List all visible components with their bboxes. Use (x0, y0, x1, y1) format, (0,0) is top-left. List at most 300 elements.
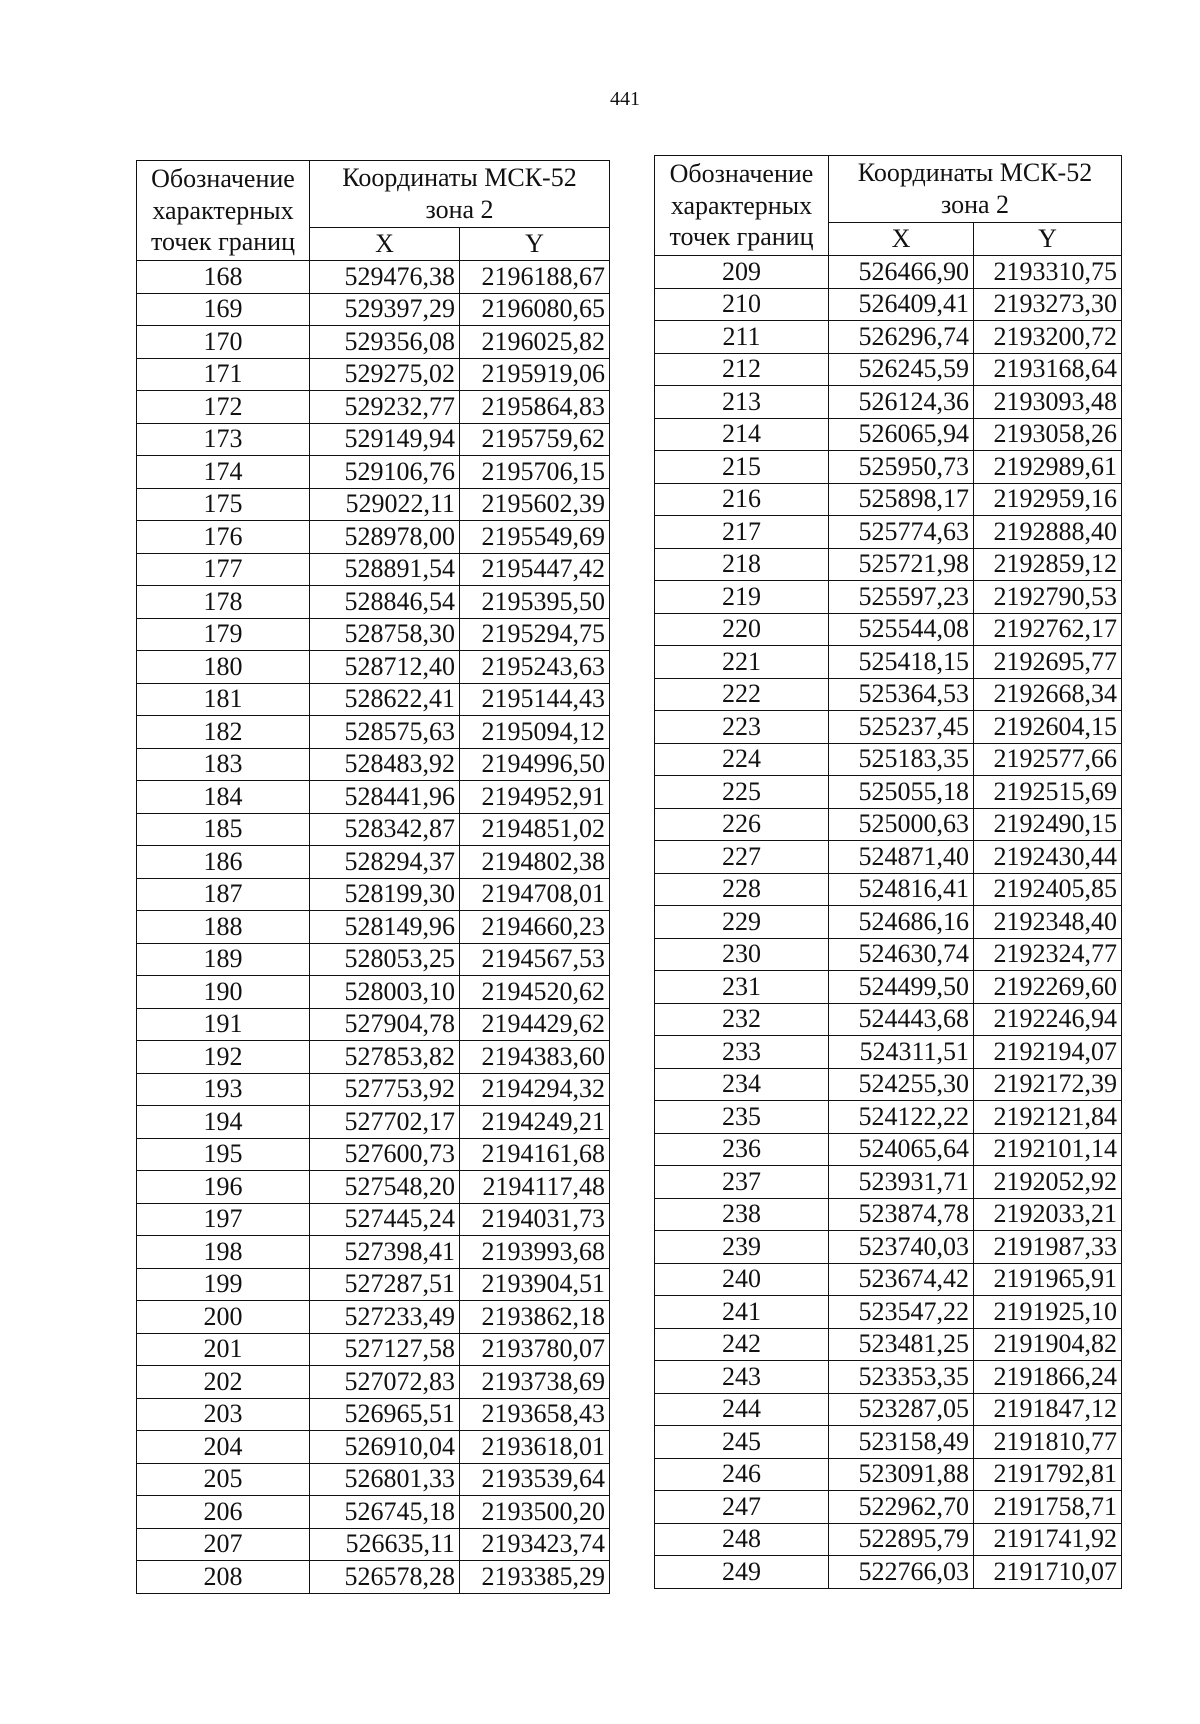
coord-y-cell: 2195759,62 (460, 423, 610, 456)
point-id-cell: 171 (137, 358, 310, 391)
coord-y-cell: 2194567,53 (460, 943, 610, 976)
point-id-cell: 223 (655, 711, 829, 744)
point-id-cell: 169 (137, 293, 310, 326)
coord-x-cell: 529275,02 (310, 358, 460, 391)
coord-y-cell: 2195602,39 (460, 488, 610, 521)
coord-y-cell: 2192959,16 (974, 483, 1122, 516)
coord-y-cell: 2194429,62 (460, 1008, 610, 1041)
coord-x-cell: 529397,29 (310, 293, 460, 326)
point-id-cell: 202 (137, 1366, 310, 1399)
coord-x-cell: 525183,35 (829, 743, 974, 776)
coord-y-cell: 2194520,62 (460, 976, 610, 1009)
coord-x-cell: 528575,63 (310, 716, 460, 749)
coord-y-cell: 2193385,29 (460, 1561, 610, 1594)
table-row (655, 451, 1122, 484)
point-id-cell: 201 (137, 1333, 310, 1366)
coordinates-table-right (654, 155, 1122, 1589)
table-row (137, 1463, 610, 1496)
coord-y-cell: 2192762,17 (974, 613, 1122, 646)
coord-y-cell: 2192405,85 (974, 873, 1122, 906)
table-row (655, 288, 1122, 321)
coord-x-cell: 527600,73 (310, 1138, 460, 1171)
coord-x-cell: 523931,71 (829, 1166, 974, 1199)
coord-x-cell: 524816,41 (829, 873, 974, 906)
table-row (137, 1561, 610, 1594)
table-row (137, 521, 610, 554)
table-row (655, 1361, 1122, 1394)
header-coordinates-zone: зона 2 (425, 194, 494, 224)
header-x: X (829, 222, 974, 255)
point-id-cell: 194 (137, 1106, 310, 1139)
coord-y-cell: 2194383,60 (460, 1041, 610, 1074)
coord-x-cell: 526965,51 (310, 1398, 460, 1431)
table-row (655, 1328, 1122, 1361)
coord-y-cell: 2193904,51 (460, 1268, 610, 1301)
point-id-cell: 208 (137, 1561, 310, 1594)
coord-y-cell: 2193539,64 (460, 1463, 610, 1496)
coord-x-cell: 529106,76 (310, 456, 460, 489)
point-id-cell: 232 (655, 1003, 829, 1036)
point-id-cell: 186 (137, 846, 310, 879)
point-id-cell: 249 (655, 1556, 829, 1589)
table-row (137, 358, 610, 391)
coord-y-cell: 2192052,92 (974, 1166, 1122, 1199)
table-row (655, 776, 1122, 809)
table-row (137, 1496, 610, 1529)
coord-x-cell: 526578,28 (310, 1561, 460, 1594)
header-designation-line: характерных (670, 190, 813, 220)
coord-y-cell: 2194294,32 (460, 1073, 610, 1106)
point-id-cell: 203 (137, 1398, 310, 1431)
coord-x-cell: 526296,74 (829, 321, 974, 354)
coord-x-cell: 528003,10 (310, 976, 460, 1009)
coord-x-cell: 529476,38 (310, 261, 460, 294)
table-row (655, 1003, 1122, 1036)
table-row (655, 711, 1122, 744)
coord-y-cell: 2192577,66 (974, 743, 1122, 776)
coord-x-cell: 528712,40 (310, 651, 460, 684)
coord-y-cell: 2191847,12 (974, 1393, 1122, 1426)
coord-x-cell: 527904,78 (310, 1008, 460, 1041)
table-row (655, 1198, 1122, 1231)
coord-y-cell: 2194708,01 (460, 878, 610, 911)
header-designation (655, 156, 829, 256)
point-id-cell: 179 (137, 618, 310, 651)
coord-x-cell: 525237,45 (829, 711, 974, 744)
coord-y-cell: 2192888,40 (974, 516, 1122, 549)
point-id-cell: 175 (137, 488, 310, 521)
point-id-cell: 225 (655, 776, 829, 809)
coord-x-cell: 528441,96 (310, 781, 460, 814)
header-designation-line: точек границ (669, 222, 814, 252)
table-row (655, 386, 1122, 419)
coord-y-cell: 2193780,07 (460, 1333, 610, 1366)
coord-x-cell: 525544,08 (829, 613, 974, 646)
point-id-cell: 178 (137, 586, 310, 619)
coord-x-cell: 524499,50 (829, 971, 974, 1004)
coord-x-cell: 527287,51 (310, 1268, 460, 1301)
table-row (137, 1268, 610, 1301)
coord-x-cell: 527398,41 (310, 1236, 460, 1269)
table-row (137, 976, 610, 1009)
coord-y-cell: 2193310,75 (974, 256, 1122, 289)
table-row (655, 841, 1122, 874)
table-row (655, 1036, 1122, 1069)
coord-x-cell: 522766,03 (829, 1556, 974, 1589)
table-row (655, 1296, 1122, 1329)
table-row (655, 1426, 1122, 1459)
coord-x-cell: 523287,05 (829, 1393, 974, 1426)
coord-y-cell: 2192121,84 (974, 1101, 1122, 1134)
coord-x-cell: 527233,49 (310, 1301, 460, 1334)
coord-x-cell: 523547,22 (829, 1296, 974, 1329)
table-row (655, 1068, 1122, 1101)
point-id-cell: 197 (137, 1203, 310, 1236)
coord-y-cell: 2192348,40 (974, 906, 1122, 939)
point-id-cell: 247 (655, 1491, 829, 1524)
point-id-cell: 246 (655, 1458, 829, 1491)
table-row (137, 1171, 610, 1204)
table-row (137, 683, 610, 716)
coord-x-cell: 527753,92 (310, 1073, 460, 1106)
coord-y-cell: 2194660,23 (460, 911, 610, 944)
coord-x-cell: 526245,59 (829, 353, 974, 386)
point-id-cell: 181 (137, 683, 310, 716)
coord-x-cell: 528758,30 (310, 618, 460, 651)
coord-y-cell: 2192269,60 (974, 971, 1122, 1004)
coord-y-cell: 2192859,12 (974, 548, 1122, 581)
table-body-left (137, 261, 610, 1594)
coord-y-cell: 2194851,02 (460, 813, 610, 846)
point-id-cell: 205 (137, 1463, 310, 1496)
table-row (655, 1231, 1122, 1264)
table-row (137, 1528, 610, 1561)
coord-x-cell: 525774,63 (829, 516, 974, 549)
point-id-cell: 235 (655, 1101, 829, 1134)
table-row (655, 971, 1122, 1004)
table-row (137, 586, 610, 619)
coord-y-cell: 2195919,06 (460, 358, 610, 391)
table-row (655, 873, 1122, 906)
table-row (137, 1008, 610, 1041)
point-id-cell: 243 (655, 1361, 829, 1394)
coord-y-cell: 2193500,20 (460, 1496, 610, 1529)
point-id-cell: 177 (137, 553, 310, 586)
point-id-cell: 245 (655, 1426, 829, 1459)
coord-y-cell: 2192668,34 (974, 678, 1122, 711)
coord-y-cell: 2192172,39 (974, 1068, 1122, 1101)
point-id-cell: 170 (137, 326, 310, 359)
point-id-cell: 173 (137, 423, 310, 456)
coord-x-cell: 523874,78 (829, 1198, 974, 1231)
header-coordinates-system: Координаты МСК-52 (342, 163, 577, 193)
table-row (655, 418, 1122, 451)
point-id-cell: 224 (655, 743, 829, 776)
coord-y-cell: 2195294,75 (460, 618, 610, 651)
header-coordinates-system: Координаты МСК-52 (857, 158, 1093, 188)
coord-x-cell: 528483,92 (310, 748, 460, 781)
coord-y-cell: 2192194,07 (974, 1036, 1122, 1069)
table-row (137, 293, 610, 326)
table-row (137, 553, 610, 586)
coord-x-cell: 525597,23 (829, 581, 974, 614)
coord-y-cell: 2191904,82 (974, 1328, 1122, 1361)
coord-x-cell: 528342,87 (310, 813, 460, 846)
coord-x-cell: 529232,77 (310, 391, 460, 424)
coord-y-cell: 2192604,15 (974, 711, 1122, 744)
point-id-cell: 182 (137, 716, 310, 749)
point-id-cell: 220 (655, 613, 829, 646)
table-body-right (655, 256, 1122, 1589)
coord-x-cell: 528294,37 (310, 846, 460, 879)
table-row (137, 781, 610, 814)
coord-x-cell: 524311,51 (829, 1036, 974, 1069)
coord-y-cell: 2194031,73 (460, 1203, 610, 1236)
coord-y-cell: 2192033,21 (974, 1198, 1122, 1231)
coord-y-cell: 2193738,69 (460, 1366, 610, 1399)
table-row (137, 1398, 610, 1431)
coord-y-cell: 2193423,74 (460, 1528, 610, 1561)
coord-x-cell: 522895,79 (829, 1523, 974, 1556)
coord-x-cell: 525055,18 (829, 776, 974, 809)
coord-y-cell: 2193658,43 (460, 1398, 610, 1431)
coord-y-cell: 2192695,77 (974, 646, 1122, 679)
coord-x-cell: 527548,20 (310, 1171, 460, 1204)
point-id-cell: 188 (137, 911, 310, 944)
coord-x-cell: 522962,70 (829, 1491, 974, 1524)
coord-y-cell: 2192324,77 (974, 938, 1122, 971)
point-id-cell: 241 (655, 1296, 829, 1329)
table-row (137, 1041, 610, 1074)
point-id-cell: 183 (137, 748, 310, 781)
coord-x-cell: 528891,54 (310, 553, 460, 586)
coord-x-cell: 523353,35 (829, 1361, 974, 1394)
table-row (655, 938, 1122, 971)
header-x: X (310, 227, 460, 260)
point-id-cell: 196 (137, 1171, 310, 1204)
point-id-cell: 227 (655, 841, 829, 874)
coord-x-cell: 526635,11 (310, 1528, 460, 1561)
coord-y-cell: 2191741,92 (974, 1523, 1122, 1556)
coord-y-cell: 2192490,15 (974, 808, 1122, 841)
table-row (137, 1301, 610, 1334)
header-designation-line: Обозначение (151, 164, 295, 193)
header-y: Y (460, 227, 610, 260)
coord-y-cell: 2194117,48 (460, 1171, 610, 1204)
point-id-cell: 180 (137, 651, 310, 684)
table-row (137, 1106, 610, 1139)
point-id-cell: 209 (655, 256, 829, 289)
header-designation-line: точек границ (150, 227, 296, 257)
coord-x-cell: 527072,83 (310, 1366, 460, 1399)
point-id-cell: 207 (137, 1528, 310, 1561)
table-row (137, 878, 610, 911)
point-id-cell: 211 (655, 321, 829, 354)
coord-y-cell: 2193058,26 (974, 418, 1122, 451)
point-id-cell: 213 (655, 386, 829, 419)
table-row (655, 581, 1122, 614)
table-row (655, 646, 1122, 679)
point-id-cell: 214 (655, 418, 829, 451)
coord-x-cell: 525364,53 (829, 678, 974, 711)
table-row (137, 1073, 610, 1106)
table-row (137, 261, 610, 294)
coord-y-cell: 2196188,67 (460, 261, 610, 294)
coord-y-cell: 2193862,18 (460, 1301, 610, 1334)
coord-y-cell: 2191866,24 (974, 1361, 1122, 1394)
coord-x-cell: 526910,04 (310, 1431, 460, 1464)
coord-x-cell: 525950,73 (829, 451, 974, 484)
coord-y-cell: 2195864,83 (460, 391, 610, 424)
coord-x-cell: 524630,74 (829, 938, 974, 971)
table-row (655, 1263, 1122, 1296)
coord-y-cell: 2191710,07 (974, 1556, 1122, 1589)
point-id-cell: 244 (655, 1393, 829, 1426)
point-id-cell: 190 (137, 976, 310, 1009)
coord-x-cell: 527127,58 (310, 1333, 460, 1366)
coord-y-cell: 2191792,81 (974, 1458, 1122, 1491)
point-id-cell: 174 (137, 456, 310, 489)
point-id-cell: 204 (137, 1431, 310, 1464)
point-id-cell: 172 (137, 391, 310, 424)
point-id-cell: 234 (655, 1068, 829, 1101)
coord-y-cell: 2196080,65 (460, 293, 610, 326)
coord-x-cell: 523091,88 (829, 1458, 974, 1491)
point-id-cell: 228 (655, 873, 829, 906)
coord-x-cell: 524686,16 (829, 906, 974, 939)
point-id-cell: 233 (655, 1036, 829, 1069)
table-row (137, 1431, 610, 1464)
coord-y-cell: 2191810,77 (974, 1426, 1122, 1459)
coord-y-cell: 2193093,48 (974, 386, 1122, 419)
table-row (137, 943, 610, 976)
coord-y-cell: 2191987,33 (974, 1231, 1122, 1264)
point-id-cell: 242 (655, 1328, 829, 1361)
coord-y-cell: 2194802,38 (460, 846, 610, 879)
coord-y-cell: 2194249,21 (460, 1106, 610, 1139)
coord-y-cell: 2192101,14 (974, 1133, 1122, 1166)
point-id-cell: 219 (655, 581, 829, 614)
coord-y-cell: 2193273,30 (974, 288, 1122, 321)
coord-x-cell: 529149,94 (310, 423, 460, 456)
table-row (655, 1523, 1122, 1556)
coord-x-cell: 524255,30 (829, 1068, 974, 1101)
point-id-cell: 195 (137, 1138, 310, 1171)
coord-x-cell: 528978,00 (310, 521, 460, 554)
coord-x-cell: 528149,96 (310, 911, 460, 944)
coord-x-cell: 525898,17 (829, 483, 974, 516)
coord-y-cell: 2195549,69 (460, 521, 610, 554)
coord-y-cell: 2194996,50 (460, 748, 610, 781)
table-row (655, 1556, 1122, 1589)
table-row (137, 488, 610, 521)
coord-y-cell: 2195094,12 (460, 716, 610, 749)
point-id-cell: 212 (655, 353, 829, 386)
header-designation-line: характерных (152, 195, 294, 225)
coord-y-cell: 2195447,42 (460, 553, 610, 586)
coord-x-cell: 526124,36 (829, 386, 974, 419)
table-row (655, 1166, 1122, 1199)
point-id-cell: 191 (137, 1008, 310, 1041)
header-coordinates-zone: зона 2 (940, 189, 1010, 219)
table-row (655, 548, 1122, 581)
coord-y-cell: 2192246,94 (974, 1003, 1122, 1036)
table-row (655, 613, 1122, 646)
point-id-cell: 231 (655, 971, 829, 1004)
coord-x-cell: 525721,98 (829, 548, 974, 581)
table-row (137, 456, 610, 489)
coordinates-table-left (136, 160, 610, 1594)
table-row (655, 256, 1122, 289)
table-row (655, 1133, 1122, 1166)
coord-x-cell: 526466,90 (829, 256, 974, 289)
coord-y-cell: 2192790,53 (974, 581, 1122, 614)
coord-x-cell: 523740,03 (829, 1231, 974, 1264)
table-row (137, 326, 610, 359)
coord-x-cell: 527853,82 (310, 1041, 460, 1074)
table-row (655, 1393, 1122, 1426)
coord-x-cell: 525418,15 (829, 646, 974, 679)
point-id-cell: 248 (655, 1523, 829, 1556)
coord-x-cell: 527445,24 (310, 1203, 460, 1236)
table-row (137, 1138, 610, 1171)
point-id-cell: 168 (137, 261, 310, 294)
point-id-cell: 193 (137, 1073, 310, 1106)
table-row (655, 678, 1122, 711)
point-id-cell: 216 (655, 483, 829, 516)
point-id-cell: 239 (655, 1231, 829, 1264)
table-row (137, 748, 610, 781)
coord-y-cell: 2195144,43 (460, 683, 610, 716)
coord-y-cell: 2195706,15 (460, 456, 610, 489)
coord-x-cell: 526801,33 (310, 1463, 460, 1496)
coord-y-cell: 2193200,72 (974, 321, 1122, 354)
point-id-cell: 230 (655, 938, 829, 971)
coord-x-cell: 523158,49 (829, 1426, 974, 1459)
table-row (655, 906, 1122, 939)
table-row (137, 1203, 610, 1236)
table-row (137, 618, 610, 651)
coord-x-cell: 523481,25 (829, 1328, 974, 1361)
coord-y-cell: 2193993,68 (460, 1236, 610, 1269)
coord-x-cell: 528199,30 (310, 878, 460, 911)
point-id-cell: 237 (655, 1166, 829, 1199)
coord-x-cell: 526409,41 (829, 288, 974, 321)
header-designation-line: Обозначение (669, 159, 814, 188)
coord-x-cell: 524122,22 (829, 1101, 974, 1134)
table-row (655, 808, 1122, 841)
coord-y-cell: 2195395,50 (460, 586, 610, 619)
coord-x-cell: 523674,42 (829, 1263, 974, 1296)
point-id-cell: 200 (137, 1301, 310, 1334)
point-id-cell: 189 (137, 943, 310, 976)
point-id-cell: 222 (655, 678, 829, 711)
coord-y-cell: 2193618,01 (460, 1431, 610, 1464)
table-row (137, 1366, 610, 1399)
point-id-cell: 236 (655, 1133, 829, 1166)
header-y: Y (974, 222, 1122, 255)
table-row (137, 1333, 610, 1366)
point-id-cell: 221 (655, 646, 829, 679)
header-coordinates (310, 161, 610, 228)
table-row (137, 846, 610, 879)
point-id-cell: 226 (655, 808, 829, 841)
point-id-cell: 218 (655, 548, 829, 581)
table-row (137, 1236, 610, 1269)
point-id-cell: 215 (655, 451, 829, 484)
table-row (137, 651, 610, 684)
coord-y-cell: 2192430,44 (974, 841, 1122, 874)
